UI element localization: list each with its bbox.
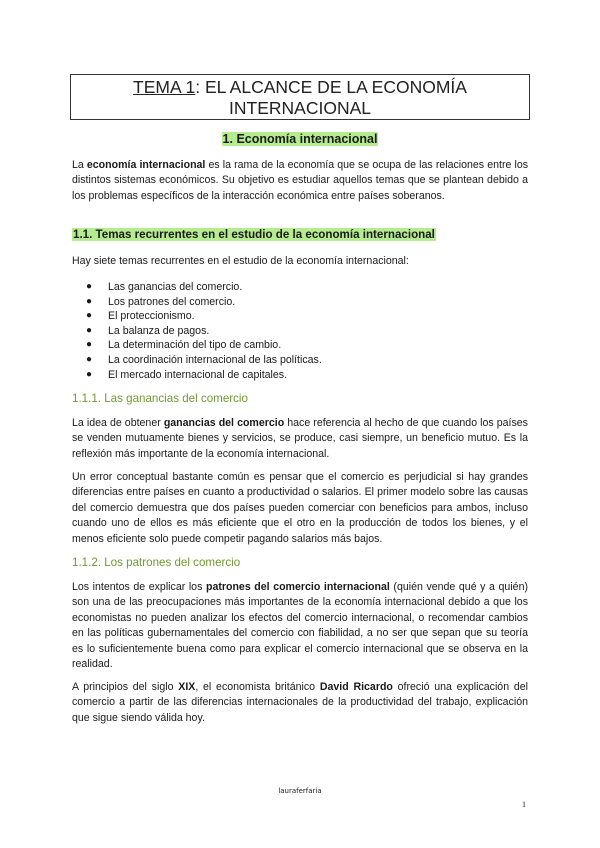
- gains-paragraph-1: [72, 416, 528, 462]
- bullet-icon: ●: [86, 295, 93, 307]
- bullet-icon: ●: [86, 324, 93, 336]
- patterns-paragraph-1: [72, 580, 528, 672]
- intro-post: es la rama de la economía que se ocupa de las relaciones entre los distintos sistemas económicos. Su objetivo es estudiar aquellos temas que se plantean debido a los problemas específicos de la interacción económica entre países soberanos.: [72, 159, 529, 202]
- gains-p1-bold: ganancias del comercio: [163, 417, 285, 429]
- title-rest: : EL ALCANCE DE LA ECONOMÍA: [195, 77, 467, 97]
- list-item-text: La determinación del tipo de cambio.: [108, 339, 282, 352]
- list-item: [72, 338, 472, 353]
- list-item-text: El proteccionismo.: [108, 310, 195, 323]
- list-item: [72, 353, 472, 368]
- gains-p1-post: hace referencia al hecho de que cuando los países se venden mutuamente bienes y servicios, se produce, casi siempre, un beneficio mutuo. Es la reflexión más importante de la economía internacional.: [72, 417, 528, 460]
- section-heading-1-1-1: 1.1.1. Las ganancias del comercio: [72, 392, 248, 405]
- list-item-text: Las ganancias del comercio.: [108, 281, 243, 293]
- section-heading-1-1-text: 1.1. Temas recurrentes en el estudio de la economía internacional: [73, 228, 435, 241]
- list-item: [72, 324, 472, 339]
- patterns-p1-post: (quién vende qué y a quién) son una de las preocupaciones más importantes de la economía internacional debido a que los economistas no pueden analizar los efectos del comercio internacional, o recomendar cambios en las políticas gubernamentales del comercio con fiabilidad, a no ser que sepan que su teoría es lo suficientemente buena como para explicar el comercio internacional que se observa en la realidad.: [72, 581, 528, 671]
- title-tema: TEMA 1: [133, 77, 196, 97]
- patterns-paragraph-2: [72, 680, 528, 726]
- page-number: 1: [522, 800, 526, 809]
- list-item-text: El mercado internacional de capitales.: [108, 368, 288, 381]
- gains-p1-pre: La idea de obtener: [72, 417, 164, 429]
- topics-intro: Hay siete temas recurrentes en el estudio de la economía internacional:: [72, 255, 409, 267]
- gains-paragraph-2: Un error conceptual bastante común es pensar que el comercio es perjudicial si hay grandes diferencias entre países en cuanto a productividad o salarios. El primer modelo sobre las causas del comercio demuestra que dos países pueden comerciar con beneficios para ambos, incluso cuando uno de ellos es más eficiente que el otro en la producción de todos los bienes, y el menos eficiente solo puede competir pagando salarios más bajos.: [72, 471, 528, 545]
- bullet-icon: ●: [86, 353, 93, 365]
- list-item-text: La balanza de pagos.: [108, 324, 210, 337]
- bullet-icon: ●: [86, 368, 93, 380]
- title-box: [70, 74, 530, 120]
- patterns-p1-bold: patrones del comercio internacional: [205, 581, 390, 593]
- topics-list: [72, 280, 472, 382]
- intro-bold: economía internacional: [86, 159, 206, 171]
- list-item: [72, 309, 472, 324]
- list-item-text: La coordinación internacional de las políticas.: [108, 353, 322, 366]
- list-item: [72, 368, 472, 383]
- list-item-text: Los patrones del comercio.: [108, 295, 236, 308]
- title-line-1: [71, 77, 529, 98]
- section-heading-1: [0, 132, 600, 146]
- bullet-icon: ●: [86, 310, 93, 322]
- patterns-p2-bold-name: David Ricardo: [319, 681, 393, 693]
- patterns-p2-post: ofreció una explicación del comercio a partir de las diferencias internacionales de la productividad del trabajo, explicación que sigue siendo válida hoy.: [72, 681, 528, 724]
- section-heading-1-1-2: 1.1.2. Los patrones del comercio: [72, 556, 241, 569]
- patterns-p2-pre: A principios del siglo: [72, 681, 179, 693]
- bullet-icon: ●: [86, 281, 93, 292]
- intro-paragraph: [72, 158, 528, 204]
- list-item: [72, 280, 472, 295]
- patterns-p1-pre: Los intentos de explicar los: [72, 581, 206, 593]
- section-heading-1-1: [72, 228, 436, 241]
- list-item: [72, 295, 472, 310]
- section-heading-1-text: 1. Economía internacional: [222, 132, 378, 146]
- title-line-2: INTERNACIONAL: [229, 98, 371, 118]
- bullet-icon: ●: [86, 339, 93, 351]
- intro-pre: La: [72, 159, 87, 171]
- patterns-p2-bold-century: XIX: [178, 681, 196, 693]
- patterns-p2-mid: , el economista británico: [195, 681, 320, 693]
- footer-author: lauraferfaria: [278, 787, 322, 795]
